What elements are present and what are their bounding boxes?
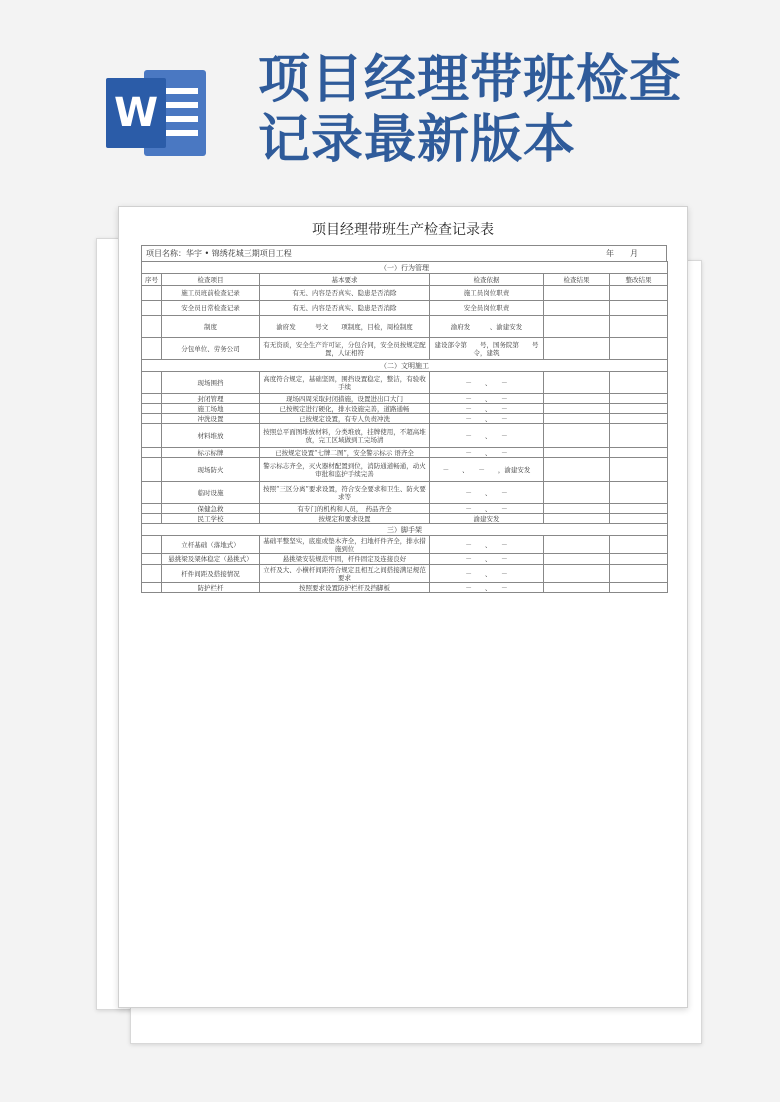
- header-requirement: 基本要求: [260, 274, 430, 286]
- cell-basis: － 、 －: [430, 448, 544, 458]
- table-row: [142, 424, 668, 448]
- section-title: （一）行为管理: [142, 262, 668, 274]
- document-title: [258, 50, 758, 170]
- table-row: [142, 301, 668, 316]
- document-title-line-1: 项目经理带班检查: [258, 50, 683, 110]
- cell-item: 施工场地: [162, 404, 260, 414]
- cell-basis: － 、 －: [430, 536, 544, 554]
- cell-requirement: 已按规定设置，有专人负责冲洗: [260, 414, 430, 424]
- table-row: [142, 372, 668, 394]
- document-title-line-2: 记录最新版本: [258, 110, 577, 170]
- table-row: [142, 316, 668, 338]
- cell-requirement: 警示标志齐全，灭火器材配置到位，消防通道畅通，动火审批和监护手续完善: [260, 458, 430, 482]
- project-info-row: [141, 245, 667, 262]
- cell-item: 材料堆放: [162, 424, 260, 448]
- table-row: [142, 394, 668, 404]
- form-title: 项目经理带班生产检查记录表: [312, 222, 494, 238]
- cell-basis: 渝建安发: [430, 514, 544, 524]
- section-title: （二）文明施工: [142, 360, 668, 372]
- cell-requirement: 按规定和要求设置: [260, 514, 430, 524]
- cell-item: 现场围挡: [162, 372, 260, 394]
- cell-basis: 渝府发 、渝建安发: [430, 316, 544, 338]
- cell-requirement: 按照要求设置防护栏杆及挡脚板: [260, 583, 430, 593]
- cell-requirement: 有专门的机构和人员， 药品齐全: [260, 504, 430, 514]
- cell-item: 制度: [162, 316, 260, 338]
- page-header: [0, 0, 780, 200]
- header-seq: 序号: [142, 274, 162, 286]
- table-row: [142, 504, 668, 514]
- cell-basis: － 、 －: [430, 554, 544, 565]
- cell-basis: － 、 －: [430, 372, 544, 394]
- cell-requirement: 有无资质，安全生产许可证，分包合同，安全员按规定配置，人证相符: [260, 338, 430, 360]
- cell-requirement: 有无、内容是否真实、隐患是否消除: [260, 301, 430, 316]
- project-name: 项目名称：华宇 • 锦绣花城三期项目工程: [146, 249, 292, 258]
- cell-requirement: 基础平整坚实，底座或垫木齐全，扫地杆件齐全，排水措施到位: [260, 536, 430, 554]
- table-row: [142, 536, 668, 554]
- cell-item: 临时设施: [162, 482, 260, 504]
- cell-requirement: 已按规定进行硬化，排水设施完善，道路通畅: [260, 404, 430, 414]
- cell-requirement: 渝府发 号文 项制度，目检，周检制度: [260, 316, 430, 338]
- document-page: [118, 206, 688, 1008]
- cell-basis: － 、 －: [430, 504, 544, 514]
- cell-basis: － 、 －: [430, 482, 544, 504]
- cell-basis: － 、 －: [430, 565, 544, 583]
- cell-item: 分包单位、劳务公司: [162, 338, 260, 360]
- cell-item: 民工学校: [162, 514, 260, 524]
- table-row: [142, 554, 668, 565]
- cell-requirement: 按照“三区分离”要求设置，符合安全要求和卫生、防火要求等: [260, 482, 430, 504]
- table-row: [142, 482, 668, 504]
- cell-basis: － 、 －: [430, 394, 544, 404]
- cell-item: 立杆基础（落地式）: [162, 536, 260, 554]
- cell-item: 防护栏杆: [162, 583, 260, 593]
- table-row: [142, 338, 668, 360]
- cell-requirement: 有无、内容是否真实、隐患是否消除: [260, 286, 430, 301]
- cell-item: 封闭管理: [162, 394, 260, 404]
- cell-basis: 施工员岗位职责: [430, 286, 544, 301]
- table-row: [142, 583, 668, 593]
- table-row: [142, 414, 668, 424]
- year-month: 年 月: [606, 249, 638, 258]
- section-row: [142, 360, 668, 372]
- cell-basis: － 、 －: [430, 404, 544, 414]
- table-header-row: [142, 274, 668, 286]
- cell-requirement: 高度符合规定，基础坚固，围挡设置稳定，整洁，有验收手续: [260, 372, 430, 394]
- cell-item: 杆件间距及搭接情况: [162, 565, 260, 583]
- cell-basis: － 、 －: [430, 414, 544, 424]
- inspection-table: [141, 261, 668, 593]
- table-row: [142, 565, 668, 583]
- cell-item: 保健急救: [162, 504, 260, 514]
- cell-requirement: 按照总平面图堆放材料，分类堆放，挂牌使用，不超高堆放，完工区域做到工完场清: [260, 424, 430, 448]
- word-document-icon: [104, 66, 208, 160]
- header-result: 检查结果: [544, 274, 610, 286]
- header-rectify: 整改结果: [610, 274, 668, 286]
- cell-basis: 安全员岗位职责: [430, 301, 544, 316]
- section-title: 三）脚手架: [142, 524, 668, 536]
- cell-item: 现场防火: [162, 458, 260, 482]
- cell-basis: － 、 － ，渝建安发: [430, 458, 544, 482]
- table-row: [142, 404, 668, 414]
- cell-item: 标示标牌: [162, 448, 260, 458]
- cell-item: 安全员日常检查记录: [162, 301, 260, 316]
- cell-basis: － 、 －: [430, 583, 544, 593]
- header-item: 检查项目: [162, 274, 260, 286]
- table-row: [142, 458, 668, 482]
- cell-basis: 建设部令第 号，国务院第 号令，建筑: [430, 338, 544, 360]
- header-basis: 检查依据: [430, 274, 544, 286]
- cell-requirement: 已按规定设置“七牌二图”，安全警示标示 语齐全: [260, 448, 430, 458]
- table-row: [142, 286, 668, 301]
- cell-basis: － 、 －: [430, 424, 544, 448]
- table-row: [142, 448, 668, 458]
- section-row: [142, 524, 668, 536]
- cell-item: 悬挑梁及架体稳定（悬挑式）: [162, 554, 260, 565]
- logo-letter: W: [113, 90, 159, 136]
- cell-requirement: 现场四周采取封闭措施，设置进出口大门: [260, 394, 430, 404]
- cell-item: 施工员班前检查记录: [162, 286, 260, 301]
- table-row: [142, 514, 668, 524]
- cell-requirement: 立杆及大、小横杆间距符合规定且相互之间搭接满足规范要求: [260, 565, 430, 583]
- section-row: [142, 262, 668, 274]
- cell-item: 冲洗设置: [162, 414, 260, 424]
- cell-requirement: 悬挑梁安装规范牢固，杆件固定及连接良好: [260, 554, 430, 565]
